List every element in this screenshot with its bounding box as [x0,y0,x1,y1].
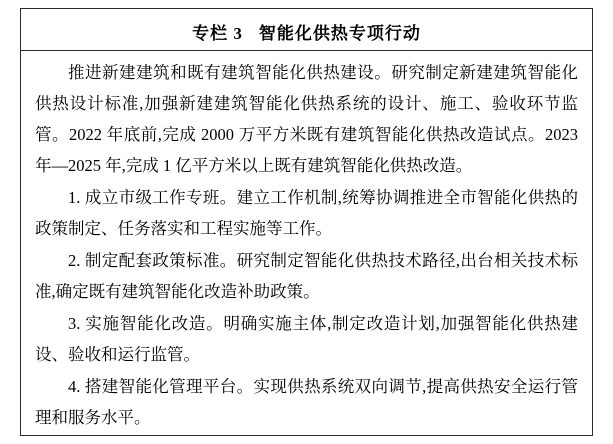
callout-box-heading [21,19,592,44]
callout-box-label: 专栏 3 [192,24,243,43]
paragraph: 1. 成立市级工作专班。建立工作机制,统筹协调推进全市智能化供热的政策制定、任务落实和工程实施等工作。 [35,188,578,238]
paragraph: 推进新建建筑和既有建筑智能化供热建设。研究制定新建建筑智能化供热设计标准,加强新建建筑智能化供热系统的设计、施工、验收环节监管。2022 年底前,完成 2000 万平方米既有建筑智能化供热改造试点。2023 年—2025 年,完成 1 亿平方米以上既有建筑智能化供热改造。 [35,63,578,175]
paragraph: 3. 实施智能化改造。明确实施主体,制定改造计划,加强智能化供热建设、验收和运行监管。 [35,314,578,364]
callout-box [20,8,593,436]
callout-body [21,51,592,433]
callout-box-title: 智能化供热专项行动 [258,24,421,43]
paragraph: 4. 搭建智能化管理平台。实现供热系统双向调节,提高供热安全运行管理和服务水平。 [35,377,578,427]
paragraph: 2. 制定配套政策标准。研究制定智能化供热技术路径,出台相关技术标准,确定既有建筑智能化改造补助政策。 [35,251,578,301]
